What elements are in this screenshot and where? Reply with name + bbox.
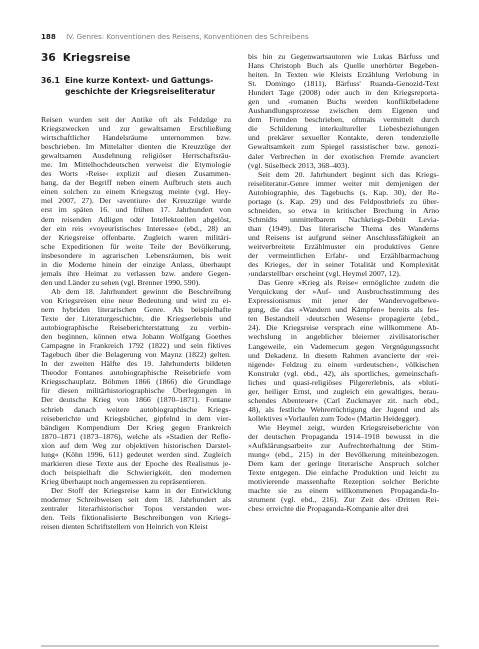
text-line: mel 2007, 27). Der ›aventiure‹ der Kreuzzüge wurde — [41, 196, 231, 206]
text-line: Seit dem 20. Jahrhundert beginnt sich das Kriegs- — [258, 169, 439, 179]
text-line: Krieg überhaupt noch angemessen zu repräsentieren. — [41, 476, 206, 486]
text-line: liches und quasi-religiöses Pilgererlebnis, als »bluti- — [248, 377, 439, 387]
page-number: 188 — [41, 32, 56, 41]
text-line: dem Fremden beschrieben, oftmals vermittelt durch — [248, 115, 439, 125]
text-line: für diesen militärhistoriographische Überlegungen in — [41, 386, 231, 396]
text-line: den und Länder zu sehen (vgl. Brenner 1990, 590). — [41, 277, 201, 287]
text-line: und prekärer sexueller Kontakte, deren tendenzielle — [248, 133, 439, 143]
text-line: xion auf dem Weg zur objektiven historischen Darstel- — [41, 440, 231, 450]
text-line: Hans Christoph Buch als Quelle unerhörter Begeben- — [248, 61, 439, 71]
text-line: wechslung in angeblicher bleierner zivilisatorischer — [248, 332, 439, 342]
right-text-column — [248, 52, 439, 513]
text-line: Der Stoff der Kriegsreise kann in der Entwicklung — [51, 485, 231, 495]
text-line: markieren diese Texte aus der Epoche des Realismus je- — [41, 458, 231, 468]
subsection-title-line: Eine kurze Kontext- und Gattungs- — [65, 76, 214, 85]
text-line: Texte der Literaturgeschichte, die Kriegserlebnis und — [41, 314, 231, 324]
text-line: St. Domingo (1811), Bärfuss' Ruanda-Genozid-Text — [248, 79, 439, 89]
text-line: sche Expeditionen für weite Teile der Bevölkerung, — [41, 241, 231, 251]
text-line: nem hybriden literarischen Genre. Als beispielhafte — [41, 304, 231, 314]
text-line: Autobiographie, des Tagebuchs (s. Kap. 30), der Re- — [248, 187, 439, 197]
text-line: Dem kam der geringe literarische Anspruch solcher — [248, 459, 439, 469]
text-line: insbesondere in agrarischen Lebensräumen, bis weit — [41, 250, 231, 260]
text-line: und Dekadenz. In diesem Rahmen avancierte der ›rei- — [248, 350, 439, 360]
text-line: Texte entgegen. Die einfache Produktion und leicht zu — [248, 468, 439, 478]
text-line: gen und -romanen Buchs werden konfliktbeladene — [248, 97, 439, 107]
text-line: den. Teils fiktionalisierte Beschreibungen von Kriegs- — [41, 513, 231, 523]
text-line: daler Verbrechen in der exotischen Fremde avanciert — [248, 151, 439, 161]
text-line: Konstrukt (vgl. ebd., 42), als sportliches, gemeinschaft- — [248, 368, 439, 378]
text-line: den beginnen, können etwa Johann Wolfgang Goethes — [41, 332, 231, 342]
text-line: 48), als festliche Wehrertüchtigung der Jugend und als — [248, 404, 439, 414]
running-title: IV. Genres: Konventionen des Reisens, Konventionen des Schreibens — [66, 32, 309, 41]
text-line: jemals ihre Heimat zu verlassen bzw. andere Gegen- — [41, 268, 231, 278]
text-line: die Schilderung interkultureller Liebesbeziehungen — [248, 124, 439, 134]
text-line: ches‹ erreichte die Propaganda-Kompanie aller drei — [248, 504, 409, 514]
text-line: dem reisenden Adligen oder Intellektuellen abgelöst, — [41, 214, 231, 224]
text-line: erst im späten 16. und frühen 17. Jahrhundert von — [41, 205, 231, 215]
text-line: bis hin zu Gegenwartsautoren wie Lukas Bärfuss und — [248, 52, 439, 61]
text-line: hang, da der Begriff neben einem Aufbruch stets auch — [41, 178, 231, 188]
text-line: doch beispielhaft die Schwierigkeit, den modernen — [41, 467, 231, 477]
text-line: in die Moderne hinein der einzige Anlass, überhaupt — [41, 259, 231, 269]
text-line: nigende‹ Feldzug zu einem ›urdeutschen‹, völkischen — [248, 359, 439, 369]
text-line: Hundert Tage (2008) oder auch in den Kriegsreporta- — [248, 88, 439, 98]
text-line: ten Bestandteil ›deutschen Wesens‹ propagierte (ebd., — [248, 314, 439, 324]
text-line: reiseliteratur-Genre immer weiter mit demjenigen der — [248, 178, 439, 188]
text-line: der ein reis »voyeuristisches Interesse« (ebd., 28) an — [41, 223, 231, 233]
text-line: Verquickung der »Auf- und Ausbruchsstimmung des — [248, 287, 439, 297]
text-line: bändigen Kompendium Der Krieg gegen Frankreich — [41, 422, 231, 432]
text-line: schendes Abenteuer« (Carl Zuckmayer zit. nach ebd., — [248, 395, 439, 405]
text-line: heiten. In Texten wie Kleists Erzählung Verlobung in — [248, 70, 439, 80]
section-title: Kriegsreise — [62, 52, 131, 64]
text-line: than (1949). Das literarische Thema des Wanderns — [248, 223, 439, 233]
text-line: strument (vgl. ebd., 216). Zur Zeit des ›Dritten Rei- — [248, 495, 439, 505]
text-line: ›undarstellbar‹ erscheint (vgl. Heymel 2007, 12). — [248, 269, 401, 279]
text-line: Schmidts unmittelbarem Nachkriegs-Debüt Levia- — [248, 214, 439, 224]
text-line: Langeweile, ein Vademecum gegen Vergnügungssucht — [248, 341, 439, 351]
text-line: portage (s. Kap. 29) und des Feldpostbriefs zu über- — [248, 196, 439, 206]
text-line: machte sie zu einem willkommenen Propaganda-In- — [248, 486, 439, 496]
section-heading — [41, 51, 241, 65]
text-line: lung« (Köhn 1996, 611) gedeutet werden sind. Zugleich — [41, 449, 231, 459]
text-line: kollektives »Vorlaufen zum Tode« (Martin Heidegger). — [248, 413, 420, 423]
text-line: schrieb danach weitere autobiographische Kriegs- — [41, 404, 231, 414]
cut-off-footer-line — [41, 643, 439, 649]
text-line: Ab dem 18. Jahrhundert gewinnt die Beschreibung — [51, 286, 231, 296]
text-line: gung, die das »Wandern und Kämpfen« bereits als fes- — [248, 305, 439, 315]
text-line: der deutschen Propaganda 1914–1918 bewusst in die — [248, 431, 439, 441]
text-line: und Reisens ist aufgrund seiner Anschlussfähigkeit an — [248, 232, 439, 242]
subsection-number: 36.1 — [41, 76, 60, 85]
running-header — [41, 31, 461, 43]
text-line: moderner Schreibweisen seit dem 18. Jahrhundert als — [41, 494, 231, 504]
text-line: me. Im Mittelhochdeutschen verweist die Etymologie — [41, 160, 231, 170]
text-line: Reisen wurden seit der Antike oft als Feldzüge zu — [41, 115, 231, 124]
text-line: 24). Die Kriegsreise versprach eine willkommene Ab- — [248, 323, 439, 333]
text-line: des Worts ›Reise‹ explizit auf diesen Zusammen- — [41, 169, 231, 179]
text-line: gewaltsamen Ausdehnung religiöser Herrschaftsräu- — [41, 151, 231, 161]
text-line: der Kriegsreise offenbarte. Zugleich waren militäri- — [41, 232, 231, 242]
text-line: motivierende massenhafte Rezeption solcher Berichte — [248, 477, 439, 487]
text-line: ger, heiliger Ernst, und zugleich ein gewaltiges, berau- — [248, 386, 439, 396]
text-line: der vermeintlichen Erfahr- und Erzählbarmachung — [248, 251, 439, 261]
text-line: (vgl. Süselbeck 2013, 368–403). — [248, 160, 350, 170]
subsection-title-line: geschichte der Kriegsreiseliteratur — [65, 86, 216, 96]
text-line: Das Genre »Krieg als Reise« ermöglichte zudem die — [258, 278, 439, 288]
text-line: wirtschaftlicher Handelsräume unternommen bzw. — [41, 133, 231, 143]
text-line: 1870–1871 (1873–1876), welche als »Stadien der Refle- — [41, 431, 231, 441]
text-line: Campagne in Frankreich 1792 (1822) und sein fiktives — [41, 341, 231, 351]
text-line: Aushandlungsprozesse zwischen dem Eigenen und — [248, 106, 439, 116]
text-line: Wie Heymel zeigt, wurden Kriegsreiseberichte von — [258, 422, 439, 432]
text-line: Gewaltsamkeit zum Spiegel rassistischer bzw. genozi- — [248, 142, 439, 152]
section-number: 36 — [41, 52, 56, 64]
text-line: Theodor Fontanes autobiographische Reisebriefe vom — [41, 368, 231, 378]
text-line: Expressionismus mit jener der Wandervogelbewe- — [248, 296, 439, 306]
text-line: von Kriegsreisen eine neue Bedeutung und wird zu ei- — [41, 295, 231, 305]
text-line: weitverbreitete Erzählmuster ein produktives Genre — [248, 241, 439, 251]
text-line: »Aufklärungsarbeit« zur Aufrechterhaltung der Stim- — [248, 441, 439, 451]
left-text-column — [41, 115, 231, 531]
text-line: beschrieben. Im Mittelalter dienten die Kreuzzüge der — [41, 142, 231, 152]
text-line: zentraler literarhistorischer Topos verstanden wer- — [41, 504, 231, 514]
text-line: schneiden, so etwa in kritischer Brechung in Arno — [248, 205, 439, 215]
text-line: Kriegszwecken und zur gewaltsamen Erschließung — [41, 124, 231, 134]
text-line: reiseberichte und Kriegsbücher, gipfelnd in dem vier- — [41, 413, 231, 423]
text-line: autobiographische Reiseberichterstattung zu verbin- — [41, 323, 231, 333]
text-line: mung« (ebd., 215) in der Bevölkerung miteinbezogen. — [248, 450, 439, 460]
text-line: einen solchen zu einem Kriegszug meinte (vgl. Hey- — [41, 187, 231, 197]
text-line: des Krieges, der in seiner Totalität und Komplexität — [248, 260, 439, 270]
text-line: reisen dienten Schriftstellern von Heinrich von Kleist — [41, 522, 208, 532]
text-line: Tagebuch über die Belagerung von Maynz (1822) gelten. — [41, 350, 231, 360]
text-line: In der zweiten Hälfte des 19. Jahrhunderts bildeten — [41, 359, 231, 369]
text-line: Der deutsche Krieg von 1866 (1870–1871). Fontane — [41, 395, 231, 405]
text-line: Kriegsschauplatz. Böhmen 1866 (1866) die Grundlage — [41, 377, 231, 387]
